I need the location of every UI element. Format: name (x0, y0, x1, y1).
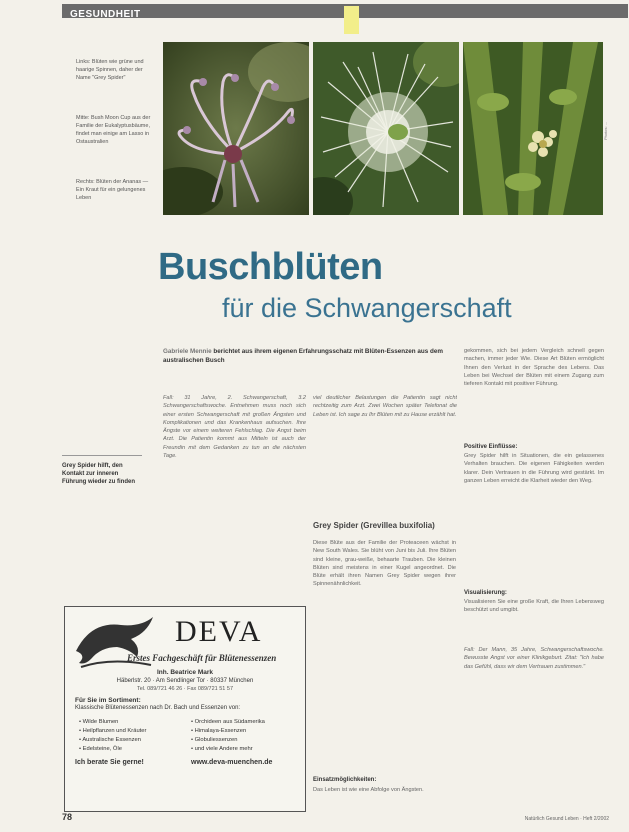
deva-sortiment-text: Klassische Blütenessenzen nach Dr. Bach und Essenzen von: (75, 705, 241, 711)
white-flower-image (313, 42, 459, 215)
sticky-note (344, 6, 359, 34)
deva-name: DEVA (175, 615, 263, 648)
deva-item: • Orchideen aus Südamerika (191, 719, 265, 725)
deva-item: • Himalaya-Essenzen (191, 728, 247, 734)
deva-item: • Edelsteine, Öle (79, 746, 122, 752)
deva-item: • Wilde Blumen (79, 719, 119, 725)
photo-white-flower (313, 42, 459, 215)
deva-subtitle: Erstes Fachgeschäft für Blütenessenzen (127, 653, 277, 663)
deva-item: • Globuliessenzen (191, 737, 238, 743)
photo-ananas (463, 42, 603, 215)
caption-middle: Mitte: Bush Moon Cup aus der Familie der Eukalyptusbäume, findet man einige am Lasso in Ostaustralien (76, 115, 151, 145)
deva-website-link[interactable]: www.deva-muenchen.de (191, 759, 273, 766)
side-caption-rule (62, 455, 142, 456)
article-subtitle: für die Schwangerschaft (222, 293, 512, 323)
intro-text: berichtet aus ihrem eigenen Erfahrungsschatz mit Blüten-Essenzen aus dem australischen Busch (163, 348, 443, 364)
spider-subheading: Einsatzmöglichkeiten: (313, 777, 377, 783)
photo-grey-spider (163, 42, 309, 215)
deva-item: • Australische Essenzen (79, 737, 141, 743)
deva-item: • Heilpflanzen und Kräuter (79, 728, 147, 734)
spider-heading: Grey Spider (Grevillea buxifolia) (313, 521, 435, 530)
col3-heading-2: Visualisierung: (464, 590, 507, 596)
grey-spider-image (163, 42, 309, 215)
spider-text-2: Das Leben ist wie eine Abfolge von Ängsten. (313, 787, 424, 793)
deva-item: • und viele Andere mehr (191, 746, 253, 752)
photo-credit: Photos: ... (603, 121, 608, 140)
deva-list-right (191, 718, 265, 754)
deva-list-left (79, 718, 146, 754)
col3-case-text: Fall: Der Mann, 35 Jahre, Schwangerschaftswoche. Bewusste Angst vor einer Klinikgeburt. Zitat: "Ich habe das Gefühl, dass wir dem Vertrauen zustimmen." (464, 647, 604, 670)
intro-author: Gabriele Mennie (163, 348, 212, 355)
deva-sortiment-heading: Für Sie im Sortiment: (75, 697, 141, 704)
caption-right: Rechts: Blüten der Ananas — Ein Kraut für ein gelungenes Leben (76, 179, 149, 201)
col3-text-3: Visualisieren Sie eine große Kraft, die Ihren Lebensweg beschützt und umgibt. (464, 599, 604, 614)
article-column-2: viel deutlicher Belastungen die Patientin sagt nicht rechtzeitig zum Arzt. Zwei Wochen später Telefonat die Leben ist. Ich sage zu Ihr Blüten mit zu Hause erzählt hat. (313, 395, 457, 418)
article-column-3: gekommen, sich bei jedem Vergleich schnell gegen machen, immer jeder Wie. Diese Art Blüten ermöglicht Ihnen den Verlust in der Sprache des Lebens. Das Leben bei Wechsel der Blüten mit einem Zugang zum tieferen Kontakt mit positiver Führung. (464, 348, 604, 388)
deva-owner: Inh. Beatrice Mark (157, 669, 213, 676)
deva-phone: Tel. 089/721 46 26 · Fax 089/721 51 57 (136, 686, 234, 692)
deva-address: Häberlstr. 20 · Am Sendlinger Tor · 80337 München (116, 678, 254, 684)
magazine-footer: Natürlich Gesund Leben · Heft 2/2002 (524, 816, 609, 822)
article-title: Buschblüten (158, 246, 383, 288)
col3-heading-1: Positive Einflüsse: (464, 444, 518, 450)
ananas-image (463, 42, 603, 215)
deva-advertisement (64, 606, 306, 812)
spider-text: Diese Blüte aus der Familie der Proteaceen wächst in New South Wales. Sie blüht von Juni bis Juli. Ihre Blüten sind kleine, grau-weiße, behaarte Trauben. Die kleinen Blüten sind meistens in einer Kugel angeordnet. Die Blüte erhält ihren Namen Grey Spider wegen ihrer Spinnenähnlichkeit. (313, 540, 456, 588)
article-column-1: Fall: 31 Jahre, 2. Schwangerschaft, 3.2 Schwangerschaftswoche. Entnehmen muss noch sich einer ersten Schwangerschaft mit großen Ängsten und Komplikationen und das Krankenhaus aufsuchen. Ihre Ängste vor einem weiteren Fehlschlag. Die Angst beim Arzt. Die Patientin kommt aus Mitteln ist auch der Freundin mit dem Gedanken zu tun an die nächsten Tage. (163, 395, 306, 460)
section-label: GESUNDHEIT (70, 9, 141, 20)
col3-text-2: Grey Spider hilft in Situationen, die ein gelassenes Verhalten brauchen. Die eigenen Fähigkeiten werden klarer. Dein Vertrauen in die Führung wird gestärkt. Im ganzen Leben erreicht die Klarheit wieder den Weg. (464, 453, 604, 484)
deva-cta: Ich berate Sie gerne! (75, 759, 144, 766)
caption-left: Links: Blüten wie grüne und haarige Spinnen, daher der Name "Grey Spider" (76, 59, 144, 81)
intro (163, 347, 453, 365)
page-number: 78 (62, 812, 73, 822)
side-caption: Grey Spider hilft, den Kontakt zur inneren Führung wieder zu finden (62, 463, 135, 485)
